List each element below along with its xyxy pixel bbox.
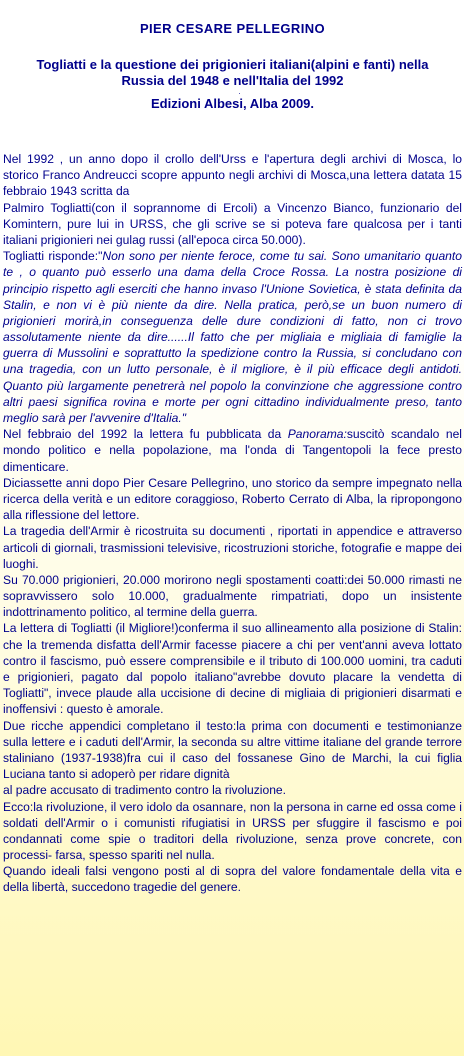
paragraph-7: Su 70.000 prigionieri, 20.000 morirono negli spostamenti coatti:dei 50.000 rimasti ne sopravvissero solo 10.000, gradualmente rimpatriati, dopo un insistente indottrinamento politico, al termine della guerra. — [3, 572, 462, 620]
magazine-name: Panorama: — [287, 427, 347, 442]
paragraph-4 — [3, 426, 462, 475]
paragraph-5: Diciassette anni dopo Pier Cesare Pellegrino, uno storico da sempre impegnato nella ricerca della verità e un editore coraggioso, Roberto Cerrato di Alba, la ripropongono alla riflessione del lettore. — [3, 475, 462, 523]
paragraph-2: Palmiro Togliatti(con il soprannome di Ercoli) a Vincenzo Bianco, funzionario del Komintern, pure lui in URSS, che gli scrive se si poteva fare qualcosa per i tanti italiani prigionieri nei gulag russi (all'epoca circa 50.000). — [3, 200, 462, 247]
publisher-line: Edizioni Albesi, Alba 2009. — [150, 96, 315, 111]
book-title-line-1: Togliatti e la questione dei prigionieri italiani(alpini e fanti) nella — [36, 57, 429, 72]
paragraph-3 — [3, 248, 462, 426]
document-header — [3, 0, 462, 112]
author-title: PIER CESARE PELLEGRINO — [139, 21, 326, 36]
paragraph-11: Ecco:la rivoluzione, il vero idolo da osannare, non la persona in carne ed ossa come i soldati dell'Armir o i comunisti rifugiatisi in URSS per sfuggire il fascismo e poi condannati come spie o traditori della rivoluzione, senza prove concrete, con processi- farsa, spesso spariti nel nulla. — [3, 799, 462, 863]
paragraph-6: La tragedia dell'Armir è ricostruita su documenti , riportati in appendice e attraverso articoli di giornali, trasmissioni televisive, ricostruzioni storiche, fotografie e mappe dei luoghi. — [3, 524, 462, 571]
quote-lead: Togliatti risponde:" — [3, 249, 103, 264]
paragraph-12: Quando ideali falsi vengono posti al di sopra del valore fondamentale della vita e della libertà, succedono tragedie del genere. — [3, 864, 462, 895]
paragraph-4-end: suscitò scandalo nel mondo politico e nella popolazione, ma l'onda di Tangentopoli la fece presto dimenticare. — [3, 427, 462, 474]
paragraph-8: La lettera di Togliatti (il Migliore!)conferma il suo allineamento alla posizione di Stalin: che la tremenda disfatta dell'Armir facesse piacere a chi per vent'anni aveva lottato contro il fascismo, può essere comprensibile e il tributo di 100.000 uomini, tra caduti e prigionieri, pagato dal popolo italiano"avrebbe dovuto placare la vendetta di Togliatti", invece plaude alla uccisione di decine di migliaia di prigionieri disarmati e inoffensivi : questo è amorale. — [3, 621, 462, 717]
book-title-line-2: Russia del 1948 e nell'Italia del 1992 — [121, 73, 344, 88]
separator-dot: . — [238, 87, 241, 96]
book-title — [3, 57, 462, 89]
togliatti-quote: Non sono per niente feroce, come tu sai. Sono umanitario quanto te , o quanto può esserlo una dama della Croce Rossa. La nostra posizione di principio rispetto agli eserciti che hanno invaso l'Unione Sovietica, è stata definita da Stalin, e non vi è più niente da dire. Nella pratica, però,se un buon numero di prigionieri morirà,in conseguenza delle dure condizioni di fatto, non ci trovo assolutamente niente da dire......Il fatto che per migliaia e migliaia di famiglie la guerra di Mussolini e soprattutto la spedizione contro la Russia, si concludano con una tragedia, con un lutto personale, è il migliore, è il più efficace degli antidoti. Quanto più largamente penetrerà nel popolo la convinzione che aggressione contro altri paesi significa rovina e morte per ogni cittadino individualmente preso, tanto meglio sarà per l'avvenire d'Italia." — [3, 249, 462, 425]
paragraph-10: al padre accusato di tradimento contro la rivoluzione. — [3, 783, 287, 798]
review-body — [3, 151, 462, 896]
paragraph-9: Due ricche appendici completano il testo:la prima con documenti e testimonianze sulla lettere e i caduti dell'Armir, la seconda su altre vittime italiane del grande terrore staliniano (1937-1938)fra cui il caso del fossanese Gino de Marchi, la cui figlia Luciana tanto si adoperò per ridare dignità — [3, 718, 462, 782]
paragraph-1: Nel 1992 , un anno dopo il crollo dell'Urss e l'apertura degli archivi di Mosca, lo storico Franco Andreucci scopre appunto negli archivi di Mosca,una lettera datata 15 febbraio 1943 scritta da — [3, 152, 462, 199]
paragraph-4-start: Nel febbraio del 1992 la lettera fu pubblicata da — [3, 427, 288, 442]
